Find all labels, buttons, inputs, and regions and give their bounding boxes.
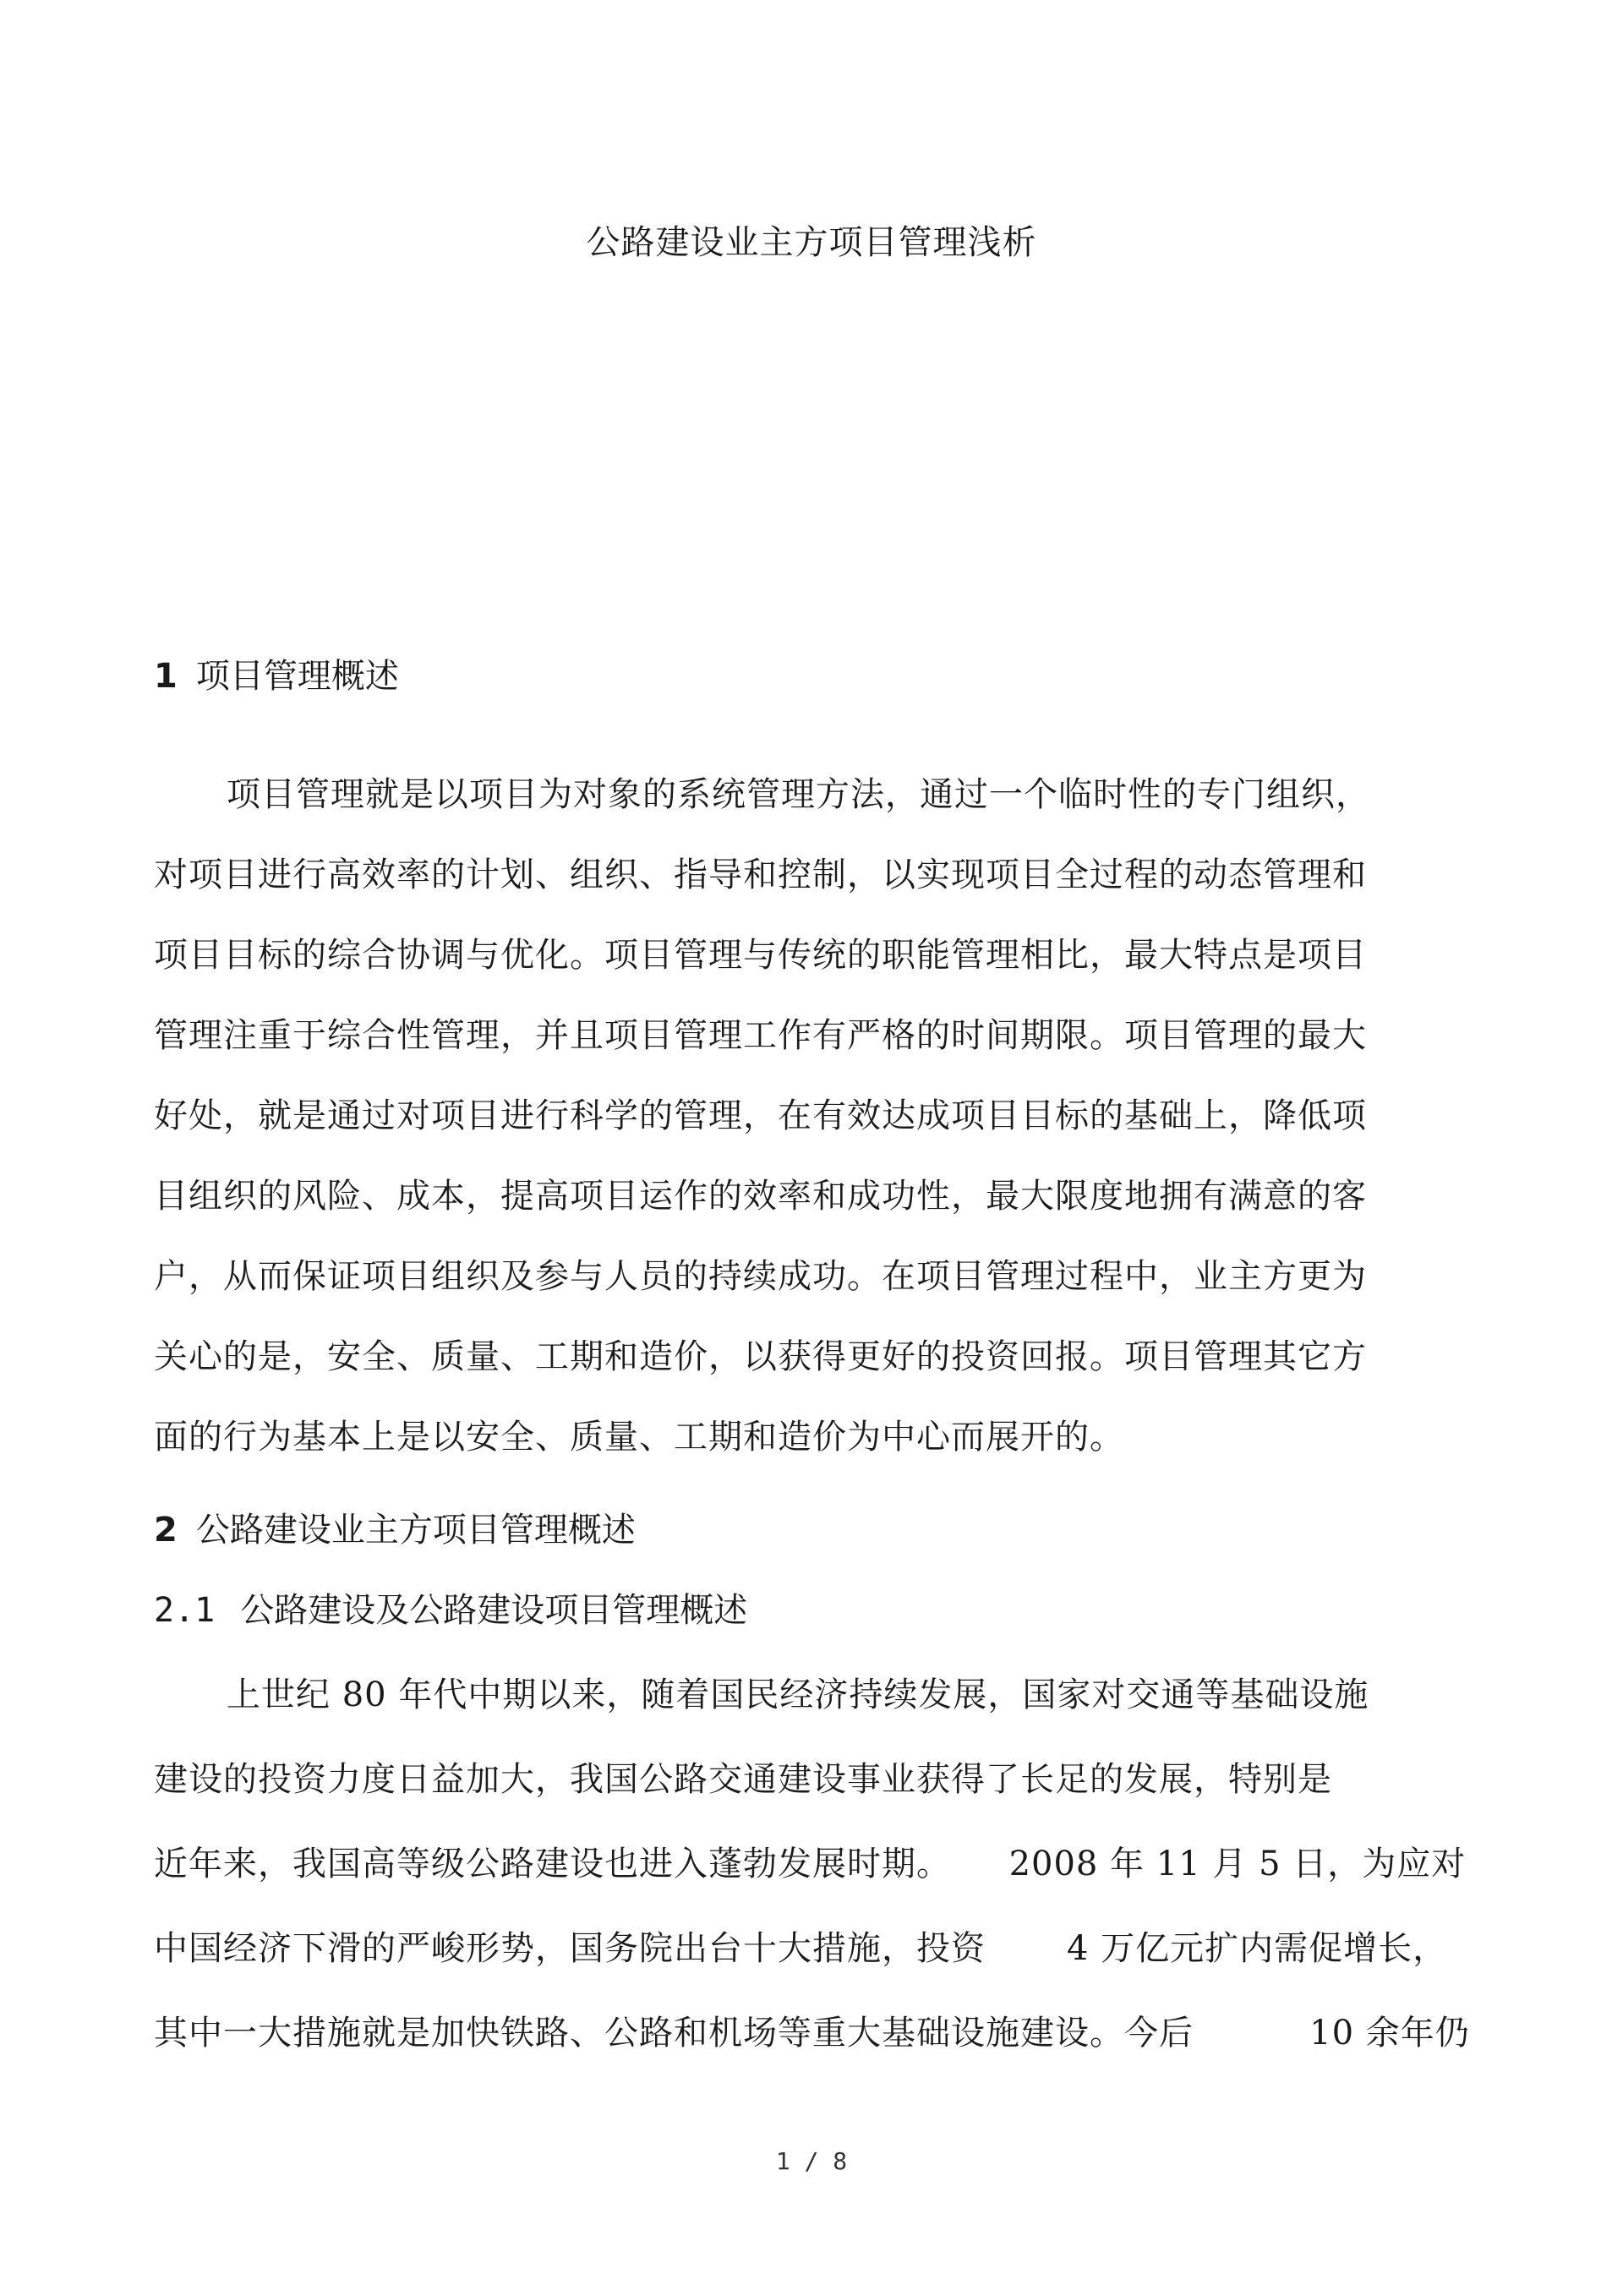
document-title: 公路建设业主方项目管理浅析 xyxy=(586,223,1037,262)
section-heading-2 xyxy=(154,1503,636,1551)
section-number: 1 xyxy=(154,657,178,696)
section-title: 公路建设及公路建设项目管理概述 xyxy=(240,1591,748,1630)
paragraph-line: 对项目进行高效率的计划、组织、指导和控制，以实现项目全过程的动态管理和 xyxy=(154,856,1367,894)
section-number: 2.1 xyxy=(154,1591,216,1630)
paragraph-line: 户，从而保证项目组织及参与人员的持续成功。在项目管理过程中，业主方更为 xyxy=(154,1257,1367,1296)
paragraph-line: 管理注重于综合性管理，并且项目管理工作有严格的时间期限。项目管理的最大 xyxy=(154,1016,1367,1055)
section-number: 2 xyxy=(154,1511,178,1550)
paragraph-line: 建设的投资力度日益加大，我国公路交通建设事业获得了长足的发展，特别是 xyxy=(154,1760,1332,1799)
section-heading-2-1 xyxy=(154,1583,747,1632)
paragraph-line: 上世纪 80 年代中期以来，随着国民经济持续发展，国家对交通等基础设施 xyxy=(227,1676,1369,1714)
section-title: 项目管理概述 xyxy=(195,657,399,696)
paragraph-line: 目组织的风险、成本，提高项目运作的效率和成功性，最大限度地拥有满意的客 xyxy=(154,1177,1367,1216)
page-indicator: 1 / 8 xyxy=(775,2147,848,2175)
paragraph-line: 其中一大措施就是加快铁路、公路和机场等重大基础设施建设。今后 10 余年仍 xyxy=(154,2014,1470,2053)
paragraph-line: 项目目标的综合协调与优化。项目管理与传统的职能管理相比，最大特点是项目 xyxy=(154,936,1367,975)
paragraph-line: 项目管理就是以项目为对象的系统管理方法，通过一个临时性的专门组织， xyxy=(227,775,1370,814)
paragraph-line: 关心的是，安全、质量、工期和造价，以获得更好的投资回报。项目管理其它方 xyxy=(154,1337,1367,1376)
paragraph-line: 面的行为基本上是以安全、质量、工期和造价为中心而展开的。 xyxy=(154,1418,1124,1457)
paragraph-line: 近年来，我国高等级公路建设也进入蓬勃发展时期。 2008 年 11 月 5 日，为应对 xyxy=(154,1845,1467,1883)
section-title: 公路建设业主方项目管理概述 xyxy=(195,1511,636,1550)
section-heading-1 xyxy=(154,649,399,697)
paragraph-line: 中国经济下滑的严峻形势，国务院出台十大措施，投资 4 万亿元扩内需促增长， xyxy=(154,1929,1448,1968)
paragraph-line: 好处，就是通过对项目进行科学的管理，在有效达成项目目标的基础上，降低项 xyxy=(154,1096,1367,1135)
